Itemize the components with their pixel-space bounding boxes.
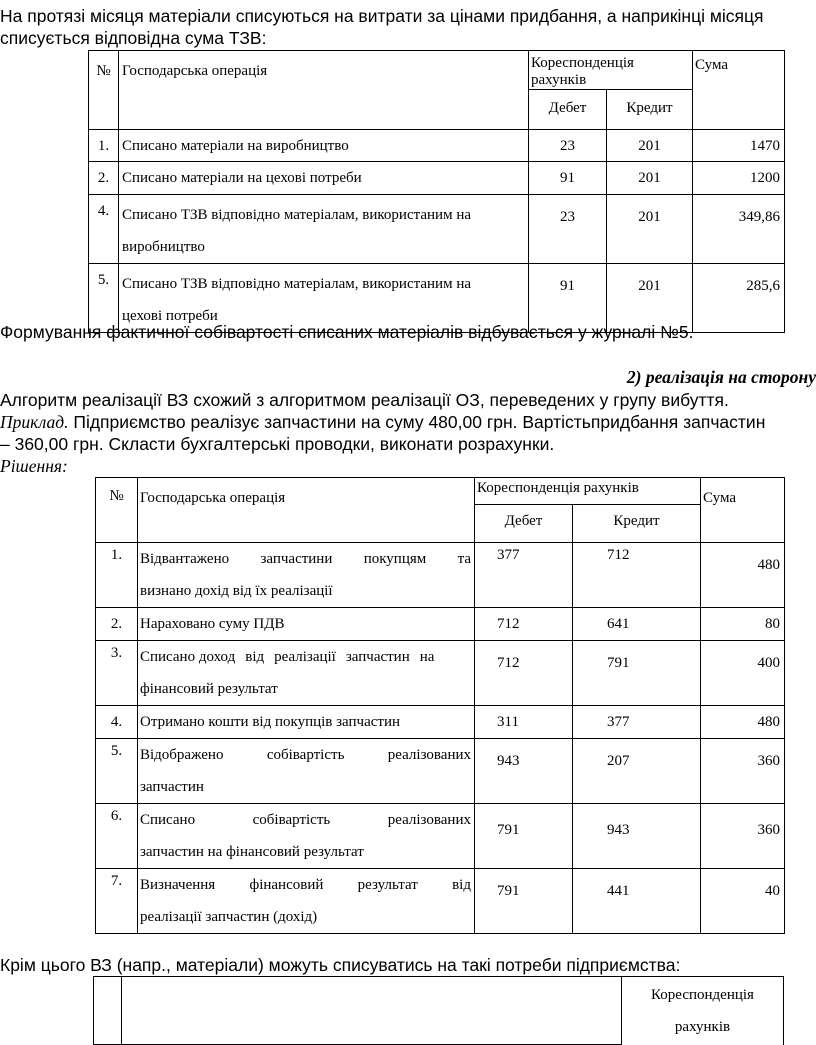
row-credit: 943 xyxy=(573,804,701,869)
other-uses-table xyxy=(93,976,784,1045)
header-num: № xyxy=(89,51,119,130)
word: Відображено xyxy=(140,747,224,763)
word: на xyxy=(419,649,435,665)
table-row xyxy=(89,162,785,195)
table-row xyxy=(96,869,785,934)
solution-label: Рішення: xyxy=(0,456,68,476)
header-num: № xyxy=(96,478,138,543)
row-operation-line xyxy=(140,739,471,771)
row-credit: 201 xyxy=(607,130,693,162)
row-operation-line: запчастин xyxy=(140,779,204,795)
word: від xyxy=(452,877,471,893)
row-credit: 791 xyxy=(573,641,701,706)
row-num: 4. xyxy=(96,706,138,739)
word: запчастин xyxy=(345,649,410,665)
header-credit: Кредит xyxy=(573,505,701,543)
intro-line-2: списується відповідна сума ТЗВ: xyxy=(0,28,267,48)
row-operation-line: виробництво xyxy=(122,239,205,255)
correspondence-line: Кореспонденція xyxy=(651,987,754,1003)
row-operation xyxy=(138,804,475,869)
header-sum: Сума xyxy=(693,51,785,130)
row-operation xyxy=(119,195,529,264)
word: від xyxy=(245,649,265,665)
table3-operation-cell xyxy=(122,977,622,1045)
row-credit: 712 xyxy=(573,543,701,608)
row-operation-line: реалізації запчастин (дохід) xyxy=(140,909,318,925)
row-num: 2. xyxy=(89,162,119,195)
section-line-1: Алгоритм реалізації ВЗ схожий з алгоритмом реалізації ОЗ, переведених у групу вибуття. xyxy=(0,390,729,410)
row-operation: Списано матеріали на цехові потреби xyxy=(119,162,529,195)
row-sum: 40 xyxy=(701,869,785,934)
header-correspondence: Кореспонденція рахунків xyxy=(475,478,701,505)
row-operation-line xyxy=(140,641,471,673)
header-correspondence: Кореспонденція рахунків xyxy=(529,51,693,90)
row-debit: 712 xyxy=(475,608,573,641)
table-row xyxy=(89,130,785,162)
word: запчастини xyxy=(260,551,333,567)
row-debit: 23 xyxy=(529,195,607,264)
correspondence-line: рахунків xyxy=(674,1019,731,1035)
word: реалізованих xyxy=(387,747,471,763)
header-operation: Господарська операція xyxy=(138,478,475,543)
word: та xyxy=(457,551,471,567)
row-credit: 207 xyxy=(573,739,701,804)
journal-note: Формування фактичної собівартості списаних матеріалів відбувається у журналі №5. xyxy=(0,322,694,342)
header-credit: Кредит xyxy=(607,90,693,130)
row-operation: Отримано кошти від покупців запчастин xyxy=(138,706,475,739)
word: Списано xyxy=(140,812,196,828)
table-row xyxy=(96,804,785,869)
row-operation xyxy=(138,641,475,706)
intro-line-1: На протязі місяця матеріали списуються на витрати за цінами придбання, а наприкінці місяця xyxy=(0,6,764,26)
table-row xyxy=(96,543,785,608)
row-credit: 201 xyxy=(607,264,693,333)
row-debit: 91 xyxy=(529,264,607,333)
row-operation: Списано матеріали на виробництво xyxy=(119,130,529,162)
row-operation xyxy=(138,739,475,804)
row-operation: Нараховано суму ПДВ xyxy=(138,608,475,641)
example-label: Приклад. xyxy=(0,412,69,432)
row-operation-line: Списано ТЗВ відповідно матеріалам, використаним на xyxy=(122,276,471,292)
row-operation xyxy=(138,869,475,934)
row-num: 1. xyxy=(96,543,138,608)
row-operation-line: визнано дохід від їх реалізації xyxy=(140,583,333,599)
section-line-3: – 360,00 грн. Скласти бухгалтерські проводки, виконати розрахунки. xyxy=(0,434,555,454)
section-heading-text: реалізація на сторону xyxy=(645,367,816,387)
header-sum: Сума xyxy=(701,478,785,543)
row-sum: 360 xyxy=(701,804,785,869)
row-credit: 641 xyxy=(573,608,701,641)
row-debit: 943 xyxy=(475,739,573,804)
row-num: 1. xyxy=(89,130,119,162)
table-row xyxy=(89,195,785,264)
row-sum: 400 xyxy=(701,641,785,706)
row-num: 5. xyxy=(96,739,138,804)
row-operation xyxy=(138,543,475,608)
table-row xyxy=(96,706,785,739)
word: результат xyxy=(357,877,418,893)
row-sum: 1200 xyxy=(693,162,785,195)
table3-num-cell xyxy=(94,977,122,1045)
table-row xyxy=(96,641,785,706)
row-operation-line: фінансовий результат xyxy=(140,681,278,697)
row-debit: 23 xyxy=(529,130,607,162)
example-paragraph xyxy=(0,411,816,433)
row-debit: 91 xyxy=(529,162,607,195)
section-heading-number: 2) xyxy=(626,367,642,387)
word: собівартість xyxy=(252,812,331,828)
row-debit: 791 xyxy=(475,869,573,934)
word: фінансовий xyxy=(249,877,324,893)
row-num: 6. xyxy=(96,804,138,869)
row-sum: 480 xyxy=(701,543,785,608)
sale-entries-table xyxy=(95,477,785,934)
row-operation-line: запчастин на фінансовий результат xyxy=(140,844,364,860)
row-sum: 349,86 xyxy=(693,195,785,264)
row-num: 5. xyxy=(89,264,119,333)
row-operation-line: цехові потреби xyxy=(122,308,218,324)
row-operation-line xyxy=(140,804,471,836)
row-debit: 712 xyxy=(475,641,573,706)
word: собівартість xyxy=(266,747,345,763)
row-num: 4. xyxy=(89,195,119,264)
row-debit: 311 xyxy=(475,706,573,739)
row-operation-line: Списано ТЗВ відповідно матеріалам, використаним на xyxy=(122,207,471,223)
row-num: 3. xyxy=(96,641,138,706)
row-sum: 360 xyxy=(701,739,785,804)
word: покупцям xyxy=(363,551,427,567)
table-row xyxy=(96,739,785,804)
header-debit: Дебет xyxy=(529,90,607,130)
word: Відвантажено xyxy=(140,551,230,567)
header-debit: Дебет xyxy=(475,505,573,543)
row-sum: 80 xyxy=(701,608,785,641)
word: реалізації xyxy=(274,649,336,665)
row-num: 2. xyxy=(96,608,138,641)
word: Визначення xyxy=(140,877,216,893)
word: реалізованих xyxy=(387,812,471,828)
header-operation: Господарська операція xyxy=(119,51,529,130)
row-debit: 791 xyxy=(475,804,573,869)
section-heading xyxy=(627,366,816,388)
table-row xyxy=(96,608,785,641)
row-operation-line xyxy=(140,543,471,575)
example-text: Підприємство реалізує запчастини на суму 480,00 грн. Вартістьпридбання запчастин xyxy=(68,412,766,432)
other-uses-text: Крім цього ВЗ (напр., матеріали) можуть списуватись на такі потреби підприємства: xyxy=(0,955,681,975)
row-operation-line xyxy=(140,869,471,901)
row-sum: 1470 xyxy=(693,130,785,162)
tzv-writeoff-table xyxy=(88,50,785,333)
header-correspondence xyxy=(622,977,784,1045)
row-credit: 201 xyxy=(607,162,693,195)
row-credit: 377 xyxy=(573,706,701,739)
row-credit: 201 xyxy=(607,195,693,264)
row-num: 7. xyxy=(96,869,138,934)
row-debit: 377 xyxy=(475,543,573,608)
word: Списано доход xyxy=(140,649,236,665)
row-credit: 441 xyxy=(573,869,701,934)
row-sum: 480 xyxy=(701,706,785,739)
row-sum: 285,6 xyxy=(693,264,785,333)
